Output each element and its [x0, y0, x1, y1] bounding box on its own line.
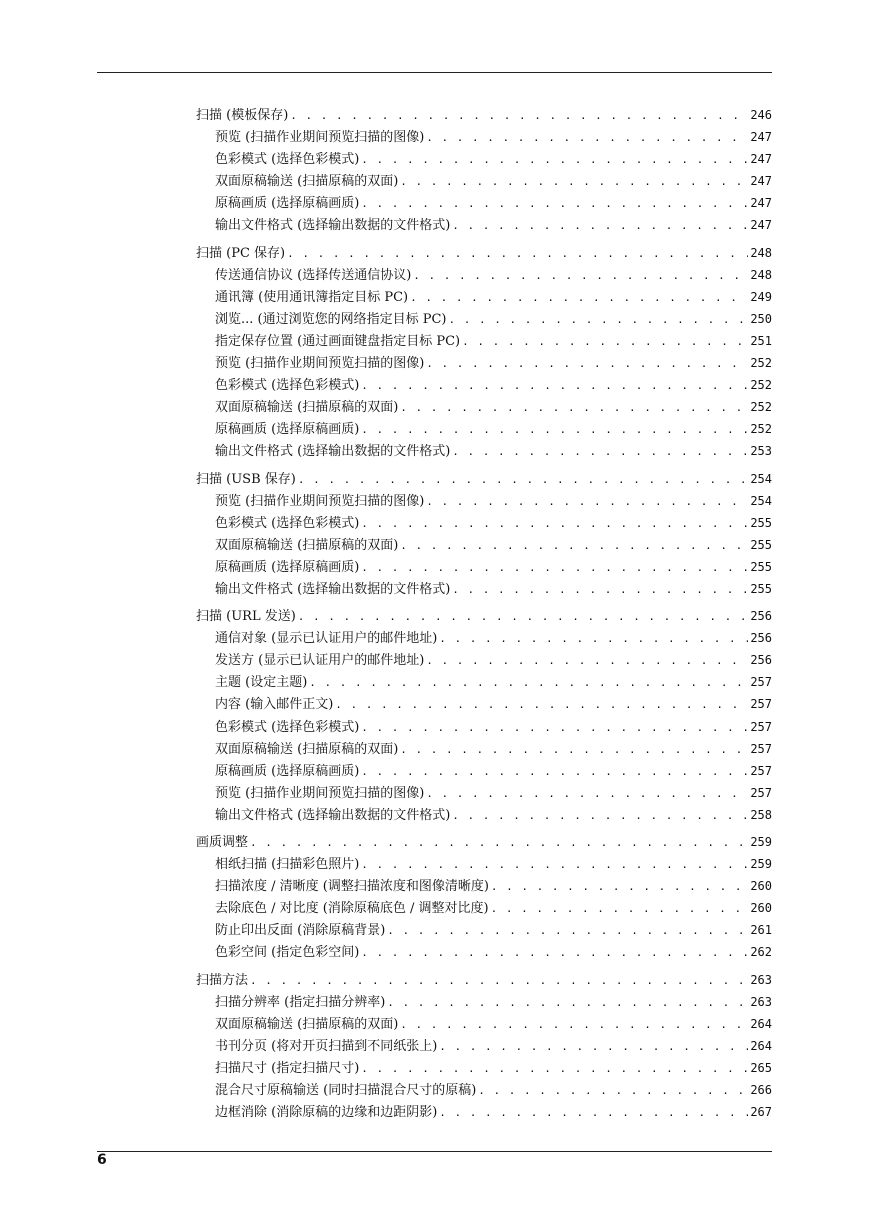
- dot-leader: [361, 1058, 748, 1080]
- dot-leader: [361, 419, 748, 441]
- toc-entry-page: 247: [750, 174, 772, 189]
- toc-entry[interactable]: [196, 1035, 772, 1057]
- toc-entry-page: 257: [750, 785, 772, 800]
- dot-leader: [361, 513, 748, 535]
- dot-leader: [361, 942, 748, 964]
- toc-entry[interactable]: [196, 170, 772, 192]
- toc-section: [196, 831, 772, 964]
- toc-entry-page: 247: [750, 152, 772, 167]
- toc-entry-title: 色彩空间 (指定色彩空间): [215, 945, 360, 961]
- toc-entry[interactable]: [196, 738, 772, 760]
- toc-entry-page: 262: [750, 945, 772, 960]
- toc-entry-title: 双面原稿输送 (扫描原稿的双面): [215, 1016, 399, 1032]
- toc-entry-title: 通信对象 (显示已认证用户的邮件地址): [215, 631, 438, 647]
- toc-entry-title: 扫描 (模板保存): [196, 108, 289, 123]
- toc-entry[interactable]: [196, 396, 772, 418]
- toc-entry[interactable]: [196, 1079, 772, 1101]
- toc-entry-title: 防止印出反面 (消除原稿背景): [215, 923, 386, 939]
- toc-entry-title: 扫描 (PC 保存): [196, 245, 286, 261]
- toc-entry-page: 264: [750, 1016, 772, 1031]
- toc-entry-title: 输出文件格式 (选择输出数据的文件格式): [215, 444, 451, 460]
- toc-entry-page: 256: [750, 631, 772, 646]
- dot-leader: [400, 397, 748, 419]
- toc-entry[interactable]: [196, 308, 772, 330]
- header-rule: [97, 72, 772, 73]
- toc-entry-page: 260: [750, 879, 772, 894]
- toc-entry-page: 261: [750, 923, 772, 938]
- dot-leader: [361, 149, 748, 171]
- toc-entry-title: 扫描尺寸 (指定扫描尺寸): [215, 1060, 360, 1076]
- toc-entry-page: 251: [750, 333, 772, 348]
- dot-leader: [400, 535, 748, 557]
- toc-entry[interactable]: [196, 286, 772, 308]
- toc-entry-page: 246: [750, 108, 772, 122]
- toc-entry[interactable]: [196, 897, 772, 919]
- dot-leader: [361, 375, 748, 397]
- toc-entry-page: 247: [750, 218, 772, 233]
- dot-leader: [410, 287, 748, 309]
- toc-entry-title: 输出文件格式 (选择输出数据的文件格式): [215, 218, 451, 234]
- toc-section-heading[interactable]: [196, 104, 772, 126]
- toc-entry-title: 双面原稿输送 (扫描原稿的双面): [215, 174, 399, 190]
- toc-entry-page: 250: [750, 311, 772, 326]
- toc-entry-title: 原稿画质 (选择原稿画质): [215, 559, 360, 575]
- toc-entry-page: 257: [750, 763, 772, 778]
- dot-leader: [426, 491, 748, 513]
- toc-entry-page: 267: [750, 1105, 772, 1120]
- toc-entry[interactable]: [196, 534, 772, 556]
- toc-entry-page: 252: [750, 378, 772, 393]
- toc-entry[interactable]: [196, 782, 772, 804]
- footer-rule: [97, 1151, 772, 1152]
- dot-leader: [309, 672, 748, 694]
- toc-entry-page: 259: [750, 835, 772, 849]
- toc-entry[interactable]: [196, 1101, 772, 1123]
- dot-leader: [361, 854, 748, 876]
- toc-section-heading[interactable]: [196, 242, 772, 264]
- toc-entry-page: 265: [750, 1060, 772, 1075]
- toc-entry-title: 色彩模式 (选择色彩模式): [215, 719, 360, 735]
- toc-entry[interactable]: [196, 512, 772, 534]
- toc-entry-page: 248: [750, 267, 772, 282]
- toc-entry[interactable]: [196, 214, 772, 236]
- dot-leader: [387, 920, 748, 942]
- toc-entry-title: 预览 (扫描作业期间预览扫描的图像): [215, 130, 425, 146]
- toc-entry-title: 扫描浓度 / 清晰度 (调整扫描浓度和图像清晰度): [215, 879, 489, 895]
- toc-section: [196, 104, 772, 237]
- toc-entry-title: 内容 (输入邮件正文): [215, 697, 334, 713]
- toc-entry-page: 257: [750, 675, 772, 690]
- toc-entry-page: 256: [750, 609, 772, 624]
- toc-entry[interactable]: [196, 126, 772, 148]
- toc-entry[interactable]: [196, 440, 772, 462]
- toc-entry-page: 249: [750, 289, 772, 304]
- toc-entry-page: 255: [750, 559, 772, 574]
- toc-entry-page: 247: [750, 130, 772, 145]
- toc-entry-title: 色彩模式 (选择色彩模式): [215, 378, 360, 394]
- dot-leader: [478, 1080, 748, 1102]
- toc-entry-title: 浏览... (通过浏览您的网络指定目标 PC): [215, 311, 447, 327]
- dot-leader: [426, 127, 748, 149]
- toc-entry-page: 259: [750, 857, 772, 872]
- toc-entry[interactable]: [196, 804, 772, 826]
- dot-leader: [452, 805, 748, 827]
- dot-leader: [298, 606, 749, 628]
- dot-leader: [287, 243, 748, 265]
- dot-leader: [449, 309, 749, 331]
- dot-leader: [361, 761, 748, 783]
- toc-entry-title: 预览 (扫描作业期间预览扫描的图像): [215, 493, 425, 509]
- toc-entry-title: 相纸扫描 (扫描彩色照片): [215, 857, 360, 873]
- dot-leader: [491, 898, 749, 920]
- toc-section: [196, 242, 772, 463]
- toc-entry[interactable]: [196, 192, 772, 214]
- toc-entry-title: 书刊分页 (将对开页扫描到不同纸张上): [215, 1038, 438, 1054]
- toc-entry[interactable]: [196, 264, 772, 286]
- toc-entry[interactable]: [196, 853, 772, 875]
- dot-leader: [400, 739, 748, 761]
- toc-entry[interactable]: [196, 693, 772, 715]
- toc-entry-page: 257: [750, 741, 772, 756]
- toc-entry-title: 指定保存位置 (通过画面键盘指定目标 PC): [215, 333, 461, 349]
- toc-entry[interactable]: [196, 919, 772, 941]
- dot-leader: [452, 215, 748, 237]
- dot-leader: [439, 1102, 748, 1124]
- toc-entry[interactable]: [196, 716, 772, 738]
- toc-entry-title: 原稿画质 (选择原稿画质): [215, 763, 360, 779]
- toc-entry[interactable]: [196, 330, 772, 352]
- dot-leader: [439, 628, 748, 650]
- toc-entry-page: 260: [750, 901, 772, 916]
- toc-entry[interactable]: [196, 374, 772, 396]
- toc-entry-page: 258: [750, 807, 772, 822]
- toc-entry-page: 264: [750, 1038, 772, 1053]
- dot-leader: [452, 441, 748, 463]
- dot-leader: [250, 832, 748, 854]
- toc-entry-title: 主题 (设定主题): [215, 675, 308, 691]
- toc-entry-page: 248: [750, 245, 772, 260]
- dot-leader: [426, 783, 748, 805]
- toc-entry-page: 254: [750, 493, 772, 508]
- toc-section: [196, 605, 772, 826]
- dot-leader: [426, 353, 748, 375]
- toc-entry-title: 混合尺寸原稿输送 (同时扫描混合尺寸的原稿): [215, 1083, 477, 1099]
- table-of-contents: [196, 104, 772, 1128]
- toc-entry-page: 247: [750, 196, 772, 211]
- toc-entry-page: 263: [750, 994, 772, 1009]
- toc-entry[interactable]: [196, 627, 772, 649]
- toc-entry[interactable]: [196, 991, 772, 1013]
- dot-leader: [361, 557, 748, 579]
- toc-entry-page: 266: [750, 1083, 772, 1098]
- dot-leader: [298, 469, 748, 491]
- dot-leader: [439, 1036, 748, 1058]
- dot-leader: [387, 992, 748, 1014]
- toc-entry[interactable]: [196, 148, 772, 170]
- toc-section-heading[interactable]: [196, 969, 772, 991]
- toc-entry[interactable]: [196, 578, 772, 600]
- toc-entry-title: 色彩模式 (选择色彩模式): [215, 152, 360, 168]
- toc-section-heading[interactable]: [196, 605, 772, 627]
- dot-leader: [400, 171, 748, 193]
- toc-entry-title: 扫描 (URL 发送): [196, 609, 296, 625]
- toc-entry-page: 253: [750, 444, 772, 459]
- toc-entry-title: 预览 (扫描作业期间预览扫描的图像): [215, 356, 425, 372]
- toc-section-heading[interactable]: [196, 831, 772, 853]
- toc-entry-title: 双面原稿输送 (扫描原稿的双面): [215, 537, 399, 553]
- toc-entry-page: 255: [750, 581, 772, 596]
- toc-entry-page: 256: [750, 653, 772, 668]
- dot-leader: [452, 579, 748, 601]
- toc-entry-title: 传送通信协议 (选择传送通信协议): [215, 267, 412, 283]
- toc-entry[interactable]: [196, 671, 772, 693]
- toc-entry[interactable]: [196, 1057, 772, 1079]
- toc-entry-title: 扫描方法: [196, 972, 249, 988]
- toc-entry-title: 画质调整: [196, 835, 249, 850]
- dot-leader: [413, 265, 748, 287]
- toc-section-heading[interactable]: [196, 468, 772, 490]
- toc-entry-title: 双面原稿输送 (扫描原稿的双面): [215, 400, 399, 416]
- toc-entry-title: 去除底色 / 对比度 (消除原稿底色 / 调整对比度): [215, 901, 489, 917]
- toc-entry-title: 输出文件格式 (选择输出数据的文件格式): [215, 807, 451, 823]
- toc-entry-title: 扫描 (USB 保存): [196, 471, 296, 487]
- toc-entry-title: 通讯簿 (使用通讯簿指定目标 PC): [215, 289, 409, 305]
- toc-entry-page: 255: [750, 515, 772, 530]
- toc-entry-page: 254: [750, 471, 772, 486]
- dot-leader: [462, 331, 748, 353]
- toc-entry[interactable]: [196, 941, 772, 963]
- toc-entry[interactable]: [196, 556, 772, 578]
- toc-entry[interactable]: [196, 760, 772, 782]
- dot-leader: [361, 193, 748, 215]
- toc-entry-page: 257: [750, 719, 772, 734]
- dot-leader: [290, 105, 748, 127]
- toc-entry-page: 252: [750, 400, 772, 415]
- toc-entry-page: 252: [750, 422, 772, 437]
- toc-entry[interactable]: [196, 418, 772, 440]
- toc-section: [196, 468, 772, 601]
- toc-entry-page: 255: [750, 537, 772, 552]
- dot-leader: [361, 717, 748, 739]
- toc-entry[interactable]: [196, 352, 772, 374]
- toc-entry-page: 263: [750, 972, 772, 987]
- toc-entry-title: 预览 (扫描作业期间预览扫描的图像): [215, 785, 425, 801]
- dot-leader: [250, 970, 748, 992]
- toc-entry[interactable]: [196, 490, 772, 512]
- toc-entry-title: 原稿画质 (选择原稿画质): [215, 196, 360, 212]
- toc-entry-title: 原稿画质 (选择原稿画质): [215, 422, 360, 438]
- toc-entry[interactable]: [196, 1013, 772, 1035]
- toc-entry-title: 边框消除 (消除原稿的边缘和边距阴影): [215, 1105, 438, 1121]
- page-number: 6: [97, 1152, 107, 1168]
- toc-entry[interactable]: [196, 649, 772, 671]
- toc-entry-title: 色彩模式 (选择色彩模式): [215, 515, 360, 531]
- toc-entry-title: 双面原稿输送 (扫描原稿的双面): [215, 741, 399, 757]
- dot-leader: [335, 694, 748, 716]
- dot-leader: [491, 876, 748, 898]
- dot-leader: [426, 650, 748, 672]
- toc-entry-title: 输出文件格式 (选择输出数据的文件格式): [215, 581, 451, 597]
- toc-entry-page: 252: [750, 356, 772, 371]
- toc-entry[interactable]: [196, 875, 772, 897]
- toc-section: [196, 969, 772, 1124]
- dot-leader: [400, 1014, 748, 1036]
- toc-entry-title: 扫描分辨率 (指定扫描分辨率): [215, 994, 386, 1010]
- toc-entry-page: 257: [750, 697, 772, 712]
- toc-entry-title: 发送方 (显示已认证用户的邮件地址): [215, 653, 425, 669]
